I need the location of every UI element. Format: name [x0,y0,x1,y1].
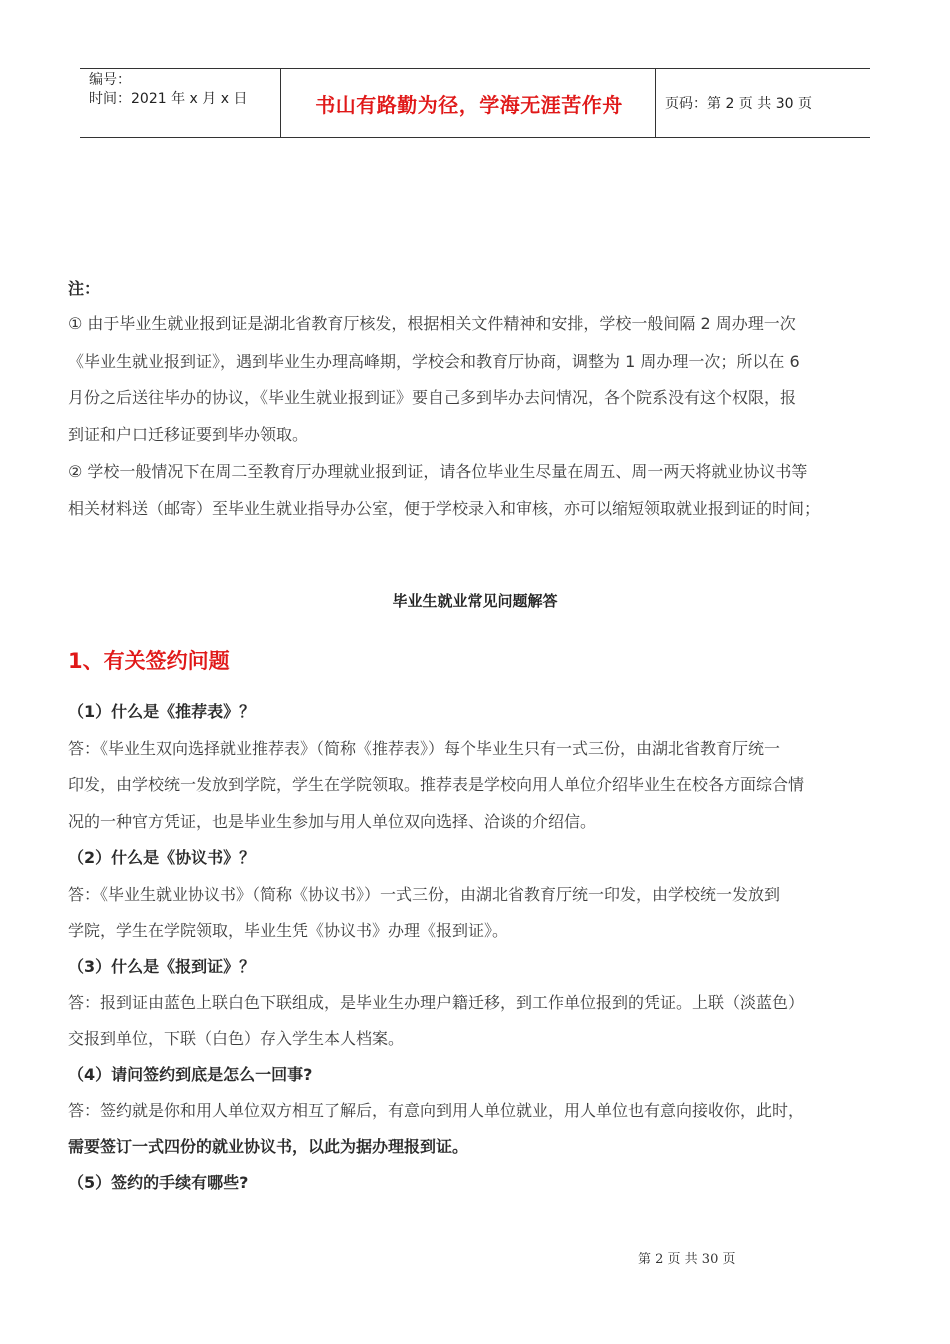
header-number: 编号： [89,72,131,88]
question: （5）签约的手续有哪些? [68,1173,249,1192]
header-meta [89,71,247,109]
note-line: 相关材料送（邮寄）至毕业生就业指导办公室，便于学校录入和审核，亦可以缩短领取就业报到证的时间； [68,499,821,518]
note-line: ① 由于毕业生就业报到证是湖北省教育厅核发，根据相关文件精神和安排，学校一般间隔 2 周办理一次 [68,314,796,333]
note-line: 《毕业生就业报到证》，遇到毕业生办理高峰期，学校会和教育厅协商，调整为 1 周办理一次；所以在 6 [68,352,800,371]
question: （4）请问签约到底是怎么一回事? [68,1065,313,1084]
note-label: 注： [68,279,101,298]
answer-line: 答：《毕业生就业协议书》（简称《协议书》）一式三份，由湖北省教育厅统一印发，由学校统一发放到 [68,885,781,904]
note-line: 到证和户口迁移证要到毕办领取。 [68,425,309,444]
header-motto: 书山有路勤为径，学海无涯苦作舟 [315,93,623,117]
question: （2）什么是《协议书》？ [68,848,256,867]
note-line: ② 学校一般情况下在周二至教育厅办理就业报到证，请各位毕业生尽量在周五、周一两天将就业协议书等 [68,462,808,481]
answer-line: 学院，学生在学院领取，毕业生凭《协议书》办理《报到证》。 [68,921,509,940]
answer-line: 答：签约就是你和用人单位双方相互了解后，有意向到用人单位就业，用人单位也有意向接收你，此时， [68,1101,805,1120]
answer-line: 交报到单位，下联（白色）存入学生本人档案。 [68,1029,405,1048]
question: （3）什么是《报到证》？ [68,957,256,976]
page-header [80,68,870,138]
answer-line: 需要签订一式四份的就业协议书，以此为据办理报到证。 [68,1137,469,1156]
answer-line: 答：报到证由蓝色上联白色下联组成，是毕业生办理户籍迁移，到工作单位报到的凭证。上联（淡蓝色） [68,993,805,1012]
note-line: 月份之后送往毕办的协议，《毕业生就业报到证》要自己多到毕办去问情况，各个院系没有这个权限，报 [68,388,797,407]
page-footer: 第 2 页 共 30 页 [638,1252,736,1267]
answer-line: 况的一种官方凭证，也是毕业生参加与用人单位双向选择、洽谈的介绍信。 [68,812,597,831]
header-divider [280,69,281,137]
header-page-number: 页码：第 2 页 共 30 页 [665,96,812,112]
section-heading: 1、有关签约问题 [68,649,230,673]
question: （1）什么是《推荐表》？ [68,702,256,721]
faq-title: 毕业生就业常见问题解答 [392,592,558,610]
answer-line: 答：《毕业生双向选择就业推荐表》（简称《推荐表》）每个毕业生只有一式三份，由湖北省教育厅统一 [68,739,781,758]
answer-line: 印发，由学校统一发放到学院，学生在学院领取。推荐表是学校向用人单位介绍毕业生在校各方面综合情 [68,775,805,794]
header-date: 时间：2021 年 x 月 x 日 [89,91,248,107]
